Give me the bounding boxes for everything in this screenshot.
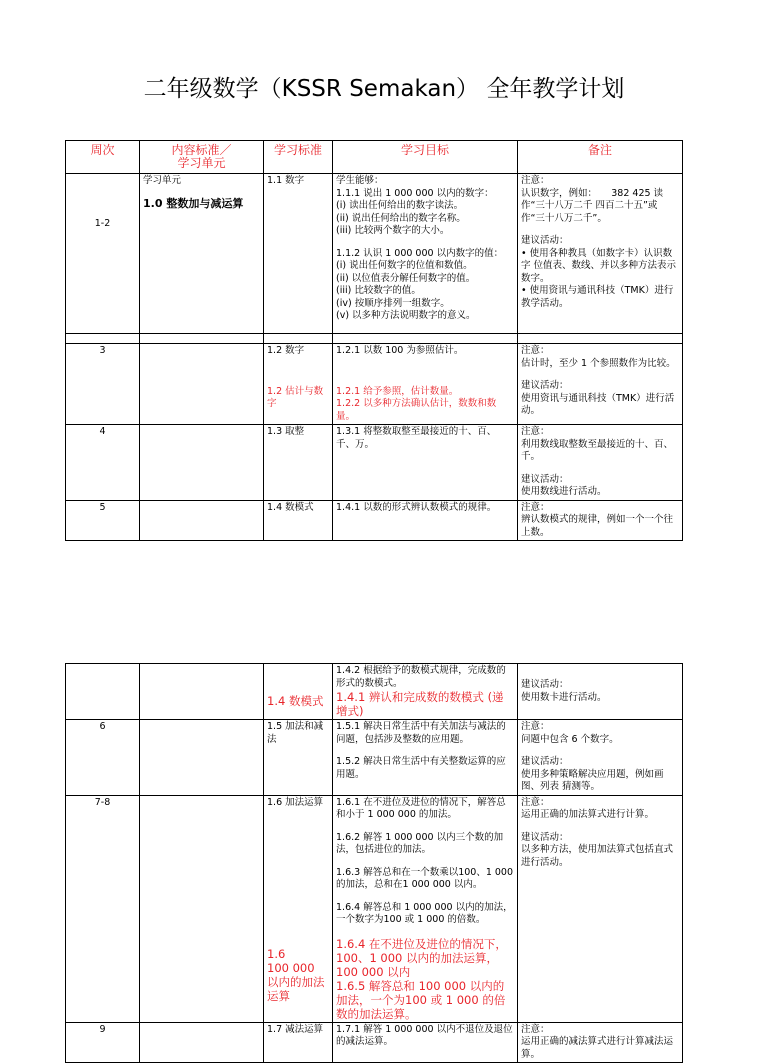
standard-cell	[264, 795, 333, 1022]
activity-text: • 使用资讯与通讯科技（TMK）进行教学活动。	[521, 285, 674, 309]
table-header-row	[66, 141, 683, 174]
standard-cell: 1.1 数字	[264, 174, 333, 334]
objective-line: 1.6.4 解答总和 1 000 000 以内的加法，一个数字为100 或 1 000 的倍数。	[336, 901, 513, 925]
activity-heading: 建议活动：	[521, 679, 569, 690]
activity-text: 使用资讯与通讯科技（TMK）进行活动。	[521, 392, 675, 416]
standard-text: 1.2 数字	[267, 345, 305, 356]
standard-revised-text: 1.6 100 000 以内的加法运算	[267, 947, 325, 1003]
standard-cell: 1.7 减法运算	[264, 1022, 333, 1063]
note-cell	[518, 425, 683, 501]
standard-cell: 1.5 加法和减法	[264, 720, 333, 796]
unit-cell	[140, 174, 264, 334]
objective-revised-line: 1.2.1 给予参照，估计数量。	[336, 385, 459, 397]
note-cell	[518, 174, 683, 334]
standard-cell	[264, 664, 333, 720]
week-cell: 4	[66, 425, 140, 501]
objective-revised-line: 1.4.1 辨认和完成数的数模式 (递增式)	[336, 690, 504, 718]
table-row	[66, 795, 683, 1022]
objective-cell	[333, 720, 518, 796]
objective-line: 1.6.3 解答总和在一个数乘以100、1 000 的加法，总和在1 000 000 以内。	[336, 866, 514, 890]
week-cell: 7-8	[66, 795, 140, 1022]
standard-text: 1.6 加法运算	[267, 796, 324, 808]
objective-line: 1.5.1 解决日常生活中有关加法与减法的问题，包括涉及整数的应用题。	[336, 721, 506, 745]
note-cell	[518, 500, 683, 541]
note-heading: 注意：	[521, 1023, 550, 1035]
unit-cell	[140, 1022, 264, 1063]
plan-table-2	[65, 663, 683, 1063]
objective-line: 1.6.2 解答 1 000 000 以内三个数的加法，包括进位的加法。	[336, 831, 504, 855]
note-cell	[518, 795, 683, 1022]
unit-cell	[140, 664, 264, 720]
objective-cell	[333, 344, 518, 425]
week-cell	[66, 664, 140, 720]
objective-line: (ii) 说出任何给出的数字名称。	[336, 212, 466, 224]
activity-text: 使用数卡进行活动。	[521, 691, 607, 703]
note-cell	[518, 1022, 683, 1063]
activity-text: 以多种方法，使用加法算式包括直式进行活动。	[521, 844, 674, 868]
table-row	[66, 720, 683, 796]
header-objective: 学习目标	[333, 141, 518, 174]
activity-text: 使用多种策略解决应用题，例如画图、列表 猜测等。	[521, 768, 664, 792]
header-standard: 学习标准	[264, 141, 333, 174]
unit-label: 学习单元	[143, 175, 182, 186]
objective-line: 1.1.2 认识 1 000 000 以内数字的值：	[336, 247, 504, 259]
unit-cell	[140, 344, 264, 425]
note-heading: 注意：	[521, 175, 550, 186]
objective-line: 1.5.2 解决日常生活中有关整数运算的应用题。	[336, 756, 506, 780]
standard-cell: 1.4 数模式	[264, 500, 333, 541]
objective-cell: 1.4.1 以数的形式辨认数模式的规律。	[333, 500, 518, 541]
objective-cell	[333, 664, 518, 720]
objective-revised-line: 1.2.2 以多种方法确认估计，数数和数量。	[336, 398, 497, 422]
table-row	[66, 664, 683, 720]
note-text: 估计时，至少 1 个参照数作为比较。	[521, 357, 676, 369]
objective-line: (ii) 以位值表分解任何数字的值。	[336, 272, 476, 284]
objective-line: (iv) 按顺序排列一组数字。	[336, 297, 450, 309]
standard-revised-text: 1.4 数模式	[267, 693, 324, 708]
header-unit: 内容标准／ 学习单元	[140, 141, 264, 174]
objective-revised-line: 1.6.4 在不进位及进位的情况下，100、1 000 以内的加法运算， 100 000 以内	[336, 936, 507, 979]
activity-heading: 建议活动：	[521, 380, 569, 391]
week-cell: 9	[66, 1022, 140, 1063]
page-title: 二年级数学（KSSR Semakan） 全年教学计划	[143, 76, 625, 102]
objective-line: (iii) 比较两个数字的大小。	[336, 225, 450, 236]
unit-cell	[140, 425, 264, 501]
activity-text: • 使用各种教具（如数字卡）认识数字 位值表、数线、并以多种方法表示数字。	[521, 247, 677, 284]
note-cell	[518, 664, 683, 720]
unit-cell	[140, 795, 264, 1022]
plan-table-1	[65, 140, 683, 541]
note-cell	[518, 344, 683, 425]
note-heading: 注意：	[521, 721, 550, 732]
note-heading: 注意：	[521, 426, 550, 437]
objective-line: (i) 说出任何数字的位值和数值。	[336, 260, 473, 271]
week-cell: 5	[66, 500, 140, 541]
activity-heading: 建议活动：	[521, 235, 569, 246]
activity-heading: 建议活动：	[521, 831, 569, 843]
spacer-row	[66, 334, 683, 344]
standard-revised-text: 1.2 估计与数字	[267, 385, 324, 409]
note-text: 辨认数模式的规律，例如一个一个往上数。	[521, 514, 674, 538]
note-text: 认识数字，例如： 382 425 读作“三十八万二千 四百二十五”或作“三十八万二千”。	[521, 187, 664, 224]
objective-cell: 1.7.1 解答 1 000 000 以内不退位及退位的减法运算。	[333, 1022, 518, 1063]
note-heading: 注意：	[521, 345, 550, 356]
header-week: 周次	[66, 141, 140, 174]
note-cell	[518, 720, 683, 796]
standard-cell	[264, 344, 333, 425]
objective-line: 1.2.1 以数 100 为参照估计。	[336, 345, 464, 356]
activity-heading: 建议活动：	[521, 756, 569, 767]
table-row	[66, 174, 683, 334]
unit-cell	[140, 720, 264, 796]
note-text: 运用正确的加法算式进行计算。	[521, 809, 655, 820]
note-text: 问题中包含 6 个数字。	[521, 733, 619, 745]
objective-line: 1.4.2 根据给予的数模式规律，完成数的形式的数模式。	[336, 665, 506, 689]
note-heading: 注意：	[521, 796, 550, 808]
objective-revised-line: 1.6.5 解答总和 100 000 以内的加法，一个为100 或 1 000 的倍数的加法运算。	[336, 978, 506, 1021]
note-heading: 注意：	[521, 501, 550, 513]
week-cell: 1-2	[66, 174, 140, 334]
table-row	[66, 1022, 683, 1063]
objective-line: (v) 以多种方法说明数字的意义。	[336, 310, 476, 321]
objective-line: (iii) 比较数字的值。	[336, 285, 421, 296]
objective-line: 1.1.1 说出 1 000 000 以内的数字：	[336, 187, 494, 199]
unit-title: 1.0 整数加与减运算	[143, 196, 244, 210]
week-cell: 3	[66, 344, 140, 425]
objective-line: (i) 读出任何给出的数字读法。	[336, 200, 464, 211]
activity-text: 使用数线进行活动。	[521, 486, 607, 497]
activity-heading: 建议活动：	[521, 473, 569, 485]
objective-cell: 1.3.1 将整数取整至最接近的十、百、千、万。	[333, 425, 518, 501]
objective-line: 学生能够：	[336, 175, 384, 186]
unit-cell	[140, 500, 264, 541]
note-text: 利用数线取整数至最接近的十、百、千。	[521, 438, 674, 462]
objective-cell	[333, 795, 518, 1022]
table-row	[66, 344, 683, 425]
header-note: 备注	[518, 141, 683, 174]
standard-cell: 1.3 取整	[264, 425, 333, 501]
table-row	[66, 425, 683, 501]
week-cell: 6	[66, 720, 140, 796]
objective-line: 1.6.1 在不进位及进位的情况下，解答总和小于 1 000 000 的加法。	[336, 796, 506, 820]
objective-cell	[333, 174, 518, 334]
note-text: 运用正确的减法算式进行计算减法运算。	[521, 1036, 674, 1060]
table-row	[66, 500, 683, 541]
